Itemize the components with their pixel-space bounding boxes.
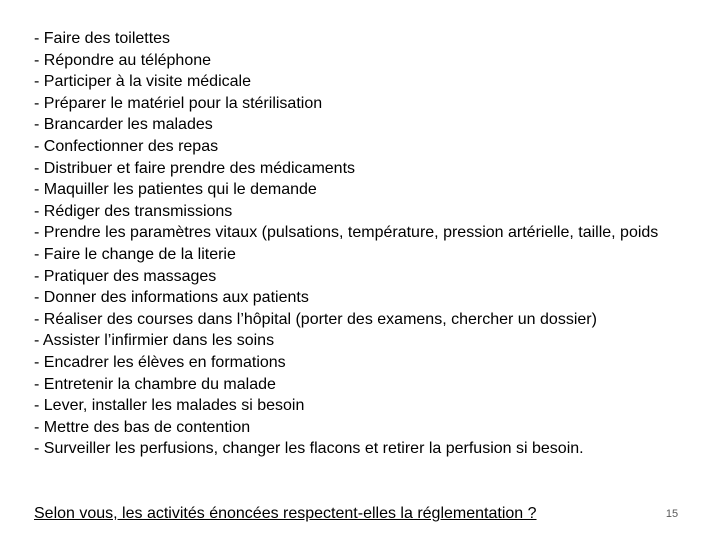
- activity-item: - Surveiller les perfusions, changer les flacons et retirer la perfusion si besoin.: [34, 440, 584, 458]
- page-number: 15: [665, 508, 679, 520]
- activity-item: - Participer à la visite médicale: [34, 73, 251, 91]
- activity-item: - Rédiger des transmissions: [34, 202, 233, 220]
- activity-item: - Entretenir la chambre du malade: [34, 375, 276, 393]
- activity-item: - Répondre au téléphone: [34, 51, 212, 69]
- activity-list: [34, 28, 694, 460]
- activity-item: - Préparer le matériel pour la stérilisation: [34, 94, 323, 112]
- activity-item: - Donner des informations aux patients: [34, 289, 309, 307]
- activity-item: - Maquiller les patientes qui le demande: [34, 181, 317, 199]
- question-text: Selon vous, les activités énoncées respectent-elles la réglementation ?: [34, 505, 537, 522]
- activity-item: - Pratiquer des massages: [34, 267, 217, 285]
- activity-item: - Faire le change de la literie: [34, 245, 236, 263]
- activity-item: - Confectionner des repas: [34, 137, 219, 155]
- activity-item: - Brancarder les malades: [34, 116, 213, 134]
- activity-item: - Lever, installer les malades si besoin: [34, 397, 305, 415]
- activity-item: - Mettre des bas de contention: [34, 418, 251, 436]
- activity-item: - Assister l’infirmier dans les soins: [34, 332, 275, 350]
- activity-item: - Distribuer et faire prendre des médicaments: [34, 159, 356, 177]
- activity-item: - Prendre les paramètres vitaux (pulsations, température, pression artérielle, taille, poids: [34, 224, 659, 242]
- activity-item: - Faire des toilettes: [34, 30, 171, 47]
- activity-item: - Réaliser des courses dans l’hôpital (porter des examens, chercher un dossier): [34, 310, 597, 328]
- activity-item: - Encadrer les élèves en formations: [34, 353, 286, 371]
